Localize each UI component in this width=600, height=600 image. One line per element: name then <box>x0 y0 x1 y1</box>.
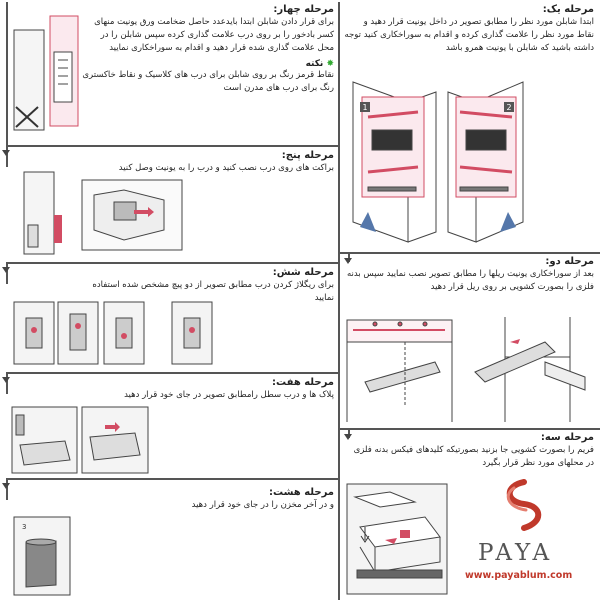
left-divider-1 <box>6 145 338 147</box>
left-connector-2 <box>6 145 8 167</box>
down-arrow-3 <box>2 377 10 383</box>
note-title-text: نکته <box>305 59 324 69</box>
stage-6-text: برای ریگلاژ کردن درب مطابق تصویر از دو پیچ مشخص شده استفاده نمایید <box>92 280 334 303</box>
stage-3 <box>344 432 594 470</box>
stage-4-text: برای قرار دادن شابلن ابتدا بایدعدد حاصل ضخامت ورق یونیت منهای کسر بادخور را بر روی درب علامت گذاری کرده سپس شابلن را در محل علامت گذاری شده قرار دهید و اقدام به سوراخکاری نمایید <box>94 17 334 53</box>
stage-7 <box>82 377 334 402</box>
stage-5-title: مرحله پنج: <box>281 150 334 161</box>
stage-7-title: مرحله هفت: <box>272 377 334 388</box>
stage-3-text: فریم را بصورت کشویی جا بزنید بصورتیکه کلیدهای فیکس بدنه فلزی در محلهای مورد نظر قرار بگیرد <box>353 445 594 468</box>
stage-2-text: بعد از سوراخکاری یونیت ریلها را مطابق تصویر نصب نمایید سپس بدنه فلزی را بصورت کشویی بر روی ریل قرار دهید <box>346 269 594 292</box>
left-divider-2 <box>6 262 338 264</box>
left-border <box>6 2 8 152</box>
stage-8-title: مرحله هشت: <box>269 487 334 498</box>
left-divider-4 <box>6 478 338 480</box>
left-connector-5 <box>6 478 8 500</box>
down-arrow-4 <box>2 483 10 489</box>
stage-1-text: ابتدا شابلن مورد نظر را مطابق تصویر در داخل یونیت قرار دهید و نقاط مورد نظر را علامت گذاری کرده و اقدام به سوراخکاری کنید توجه داشته باشید که شابلن با یونیت همرو باشد <box>344 17 594 53</box>
stage-4-title: مرحله چهار: <box>273 4 334 15</box>
left-connector-4 <box>6 372 8 394</box>
down-arrow-2 <box>2 267 10 273</box>
stage-1 <box>344 4 594 55</box>
callout-3: 3 <box>22 523 27 531</box>
stage-4 <box>82 4 334 95</box>
down-arrow-1 <box>2 150 10 156</box>
stage-6-title: مرحله شش: <box>272 267 334 278</box>
stage-1-title: مرحله یک: <box>542 4 594 15</box>
brand-name: PAYA <box>478 540 554 566</box>
callout-2: 2 <box>506 103 512 112</box>
stage-6-illustration <box>12 300 217 368</box>
callout-1: 1 <box>362 103 368 112</box>
stage-5-illustration <box>14 170 184 258</box>
brand-url[interactable]: www.payablum.com <box>465 570 573 581</box>
stage-3-title: مرحله سه: <box>540 432 594 443</box>
stage-2 <box>344 256 594 294</box>
stage-4-illustration <box>10 12 82 140</box>
left-divider-3 <box>6 372 338 374</box>
stage-8-text: و در آخر مخزن را در جای خود قرار دهید <box>191 500 334 510</box>
right-divider-1 <box>338 252 600 254</box>
stage-1-illustration <box>348 72 528 250</box>
stage-2-illustration <box>345 312 600 424</box>
stage-8 <box>82 487 334 512</box>
paya-logo-icon <box>484 478 564 536</box>
stage-7-text: پلاک ها و درب سطل رامطابق تصویر در جای خود قرار دهید <box>124 390 334 400</box>
stage-8-illustration <box>12 515 72 597</box>
note-title <box>82 59 334 69</box>
left-connector-3 <box>6 262 8 284</box>
note-text: نقاط قرمز رنگ بر روی شابلن برای درب های کلاسیک و نقاط خاکستری رنگ برای درب های مدرن است <box>82 70 334 93</box>
note-star-icon: ✸ <box>323 59 334 69</box>
stage-2-title: مرحله دو: <box>545 256 594 267</box>
stage-3-illustration <box>345 482 450 597</box>
right-divider-2 <box>338 428 600 430</box>
stage-7-illustration <box>10 405 150 475</box>
stage-5-text: براکت های روی درب نصب کنید و درب را به یونیت وصل کنید <box>118 163 334 173</box>
center-divider <box>338 2 340 600</box>
